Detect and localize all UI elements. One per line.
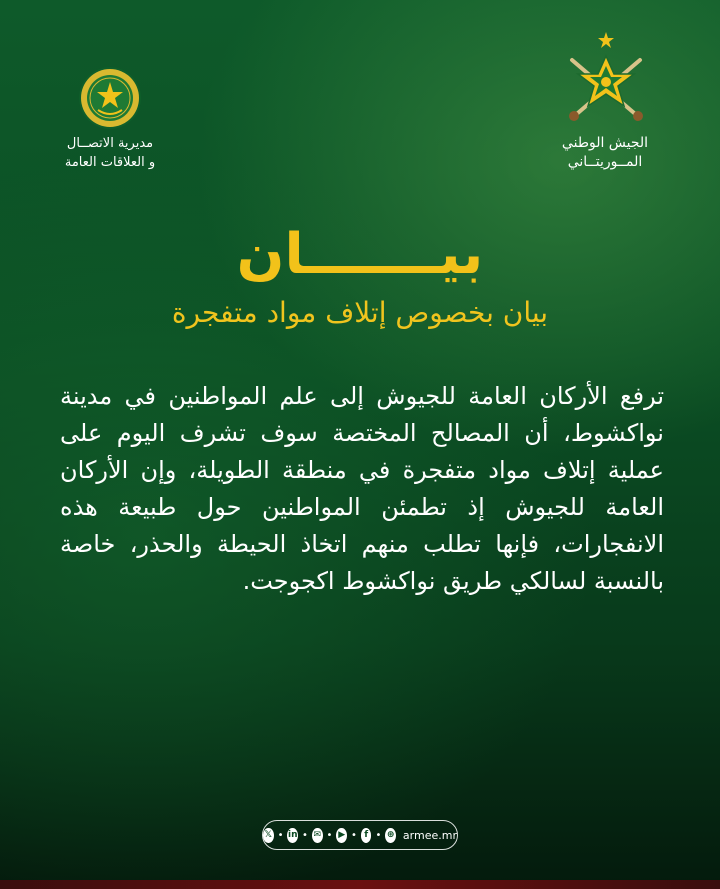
directorate-name — [40, 134, 180, 172]
facebook-icon[interactable]: f — [361, 828, 372, 843]
army-name-line2: المــوريتــاني — [567, 154, 643, 170]
directorate-name-line2: و العلاقات العامة — [64, 155, 156, 170]
army-name — [540, 134, 670, 172]
page-subtitle: بيان بخصوص إتلاف مواد متفجرة — [171, 296, 549, 329]
directorate-name-line1: مديرية الاتصــال — [66, 136, 154, 151]
website-link[interactable]: armee.mr — [402, 828, 457, 842]
page-title: بيـــــــان — [236, 222, 484, 287]
linkedin-icon[interactable]: in — [287, 828, 298, 843]
army-name-line1: الجيش الوطني — [561, 135, 649, 151]
email-icon[interactable]: ✉ — [312, 828, 323, 843]
directorate-seal-icon — [78, 66, 142, 130]
youtube-icon[interactable]: ▶ — [336, 828, 347, 843]
statement-body: ترفع الأركان العامة للجيوش إلى علم المواطنين في مدينة نواكشوط، أن المصالح المختصة سوف تشرف اليوم على عملية إتلاف مواد متفجرة في منطقة الطويلة، وإن الأركان العامة للجيوش إذ تطمئن المواطنين حول طبيعة هذه الانفجارات، فإنها تطلب منهم اتخاذ الحيطة والحذر، خاصة بالنسبة لسالكي طريق نواكشوط اكجوجت. — [60, 382, 664, 595]
social-links-bar: 𝕏 • in • ✉ • ▶ • f • ⊕ armee.mr — [262, 820, 458, 850]
x-icon[interactable]: 𝕏 — [263, 828, 274, 843]
globe-icon[interactable]: ⊕ — [385, 828, 396, 843]
army-emblem-icon — [562, 30, 650, 130]
bottom-border-strip — [0, 880, 720, 889]
